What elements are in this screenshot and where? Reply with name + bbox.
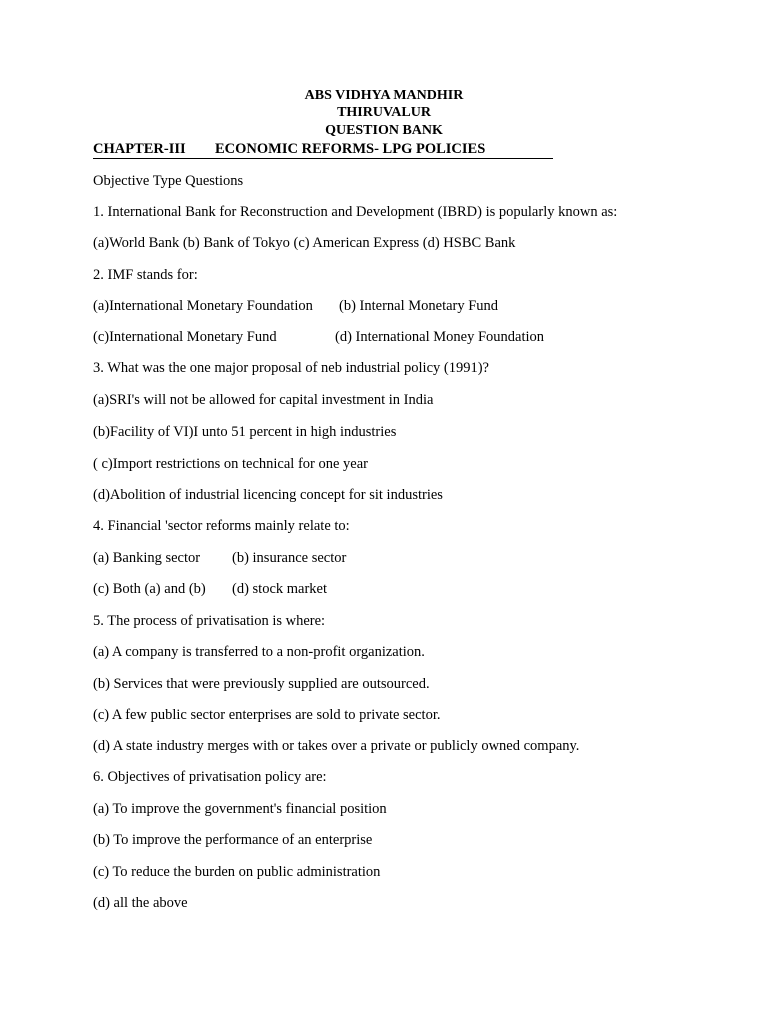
question-4-option-d: (d) stock market bbox=[232, 581, 328, 597]
question-6-option-a: (a) To improve the government's financial position bbox=[93, 801, 387, 817]
question-5: 5. The process of privatisation is where: bbox=[93, 613, 326, 629]
question-6-option-c: (c) To reduce the burden on public administration bbox=[93, 864, 381, 880]
question-2: 2. IMF stands for: bbox=[93, 267, 198, 283]
question-3-option-b: (b)Facility of VI)I unto 51 percent in high industries bbox=[93, 424, 397, 440]
question-5-option-b: (b) Services that were previously supplied are outsourced. bbox=[93, 676, 430, 692]
school-name: ABS VIDHYA MANDHIR bbox=[304, 88, 464, 103]
chapter-heading bbox=[93, 141, 553, 159]
question-2-option-c: (c)International Monetary Fund bbox=[93, 329, 277, 345]
question-6-option-b: (b) To improve the performance of an enterprise bbox=[93, 832, 373, 848]
question-6-option-d: (d) all the above bbox=[93, 895, 188, 911]
question-3-option-a: (a)SRI's will not be allowed for capital investment in India bbox=[93, 392, 434, 408]
document-title: QUESTION BANK bbox=[325, 123, 443, 138]
question-3-option-c: ( c)Import restrictions on technical for one year bbox=[93, 456, 368, 472]
question-1-options: (a)World Bank (b) Bank of Tokyo (c) American Express (d) HSBC Bank bbox=[93, 235, 516, 251]
question-3-option-d: (d)Abolition of industrial licencing concept for sit industries bbox=[93, 487, 443, 503]
question-2-option-d: (d) International Money Foundation bbox=[335, 329, 544, 345]
question-1: 1. International Bank for Reconstruction and Development (IBRD) is popularly known as: bbox=[93, 204, 618, 220]
school-place: THIRUVALUR bbox=[337, 105, 431, 120]
question-4-option-b: (b) insurance sector bbox=[232, 550, 347, 566]
question-4-option-a: (a) Banking sector bbox=[93, 550, 201, 566]
question-6: 6. Objectives of privatisation policy are: bbox=[93, 769, 327, 785]
question-3: 3. What was the one major proposal of neb industrial policy (1991)? bbox=[93, 360, 489, 376]
question-2-option-a: (a)International Monetary Foundation bbox=[93, 298, 313, 314]
chapter-title: ECONOMIC REFORMS- LPG POLICIES bbox=[215, 141, 486, 157]
section-title: Objective Type Questions bbox=[93, 173, 244, 189]
question-2-option-b: (b) Internal Monetary Fund bbox=[339, 298, 499, 314]
question-4-option-c: (c) Both (a) and (b) bbox=[93, 581, 206, 597]
question-5-option-d: (d) A state industry merges with or takes over a private or publicly owned company. bbox=[93, 738, 580, 754]
chapter-number: CHAPTER-III bbox=[93, 141, 186, 157]
question-5-option-c: (c) A few public sector enterprises are sold to private sector. bbox=[93, 707, 441, 723]
question-4: 4. Financial 'sector reforms mainly relate to: bbox=[93, 518, 350, 534]
question-5-option-a: (a) A company is transferred to a non-profit organization. bbox=[93, 644, 425, 660]
